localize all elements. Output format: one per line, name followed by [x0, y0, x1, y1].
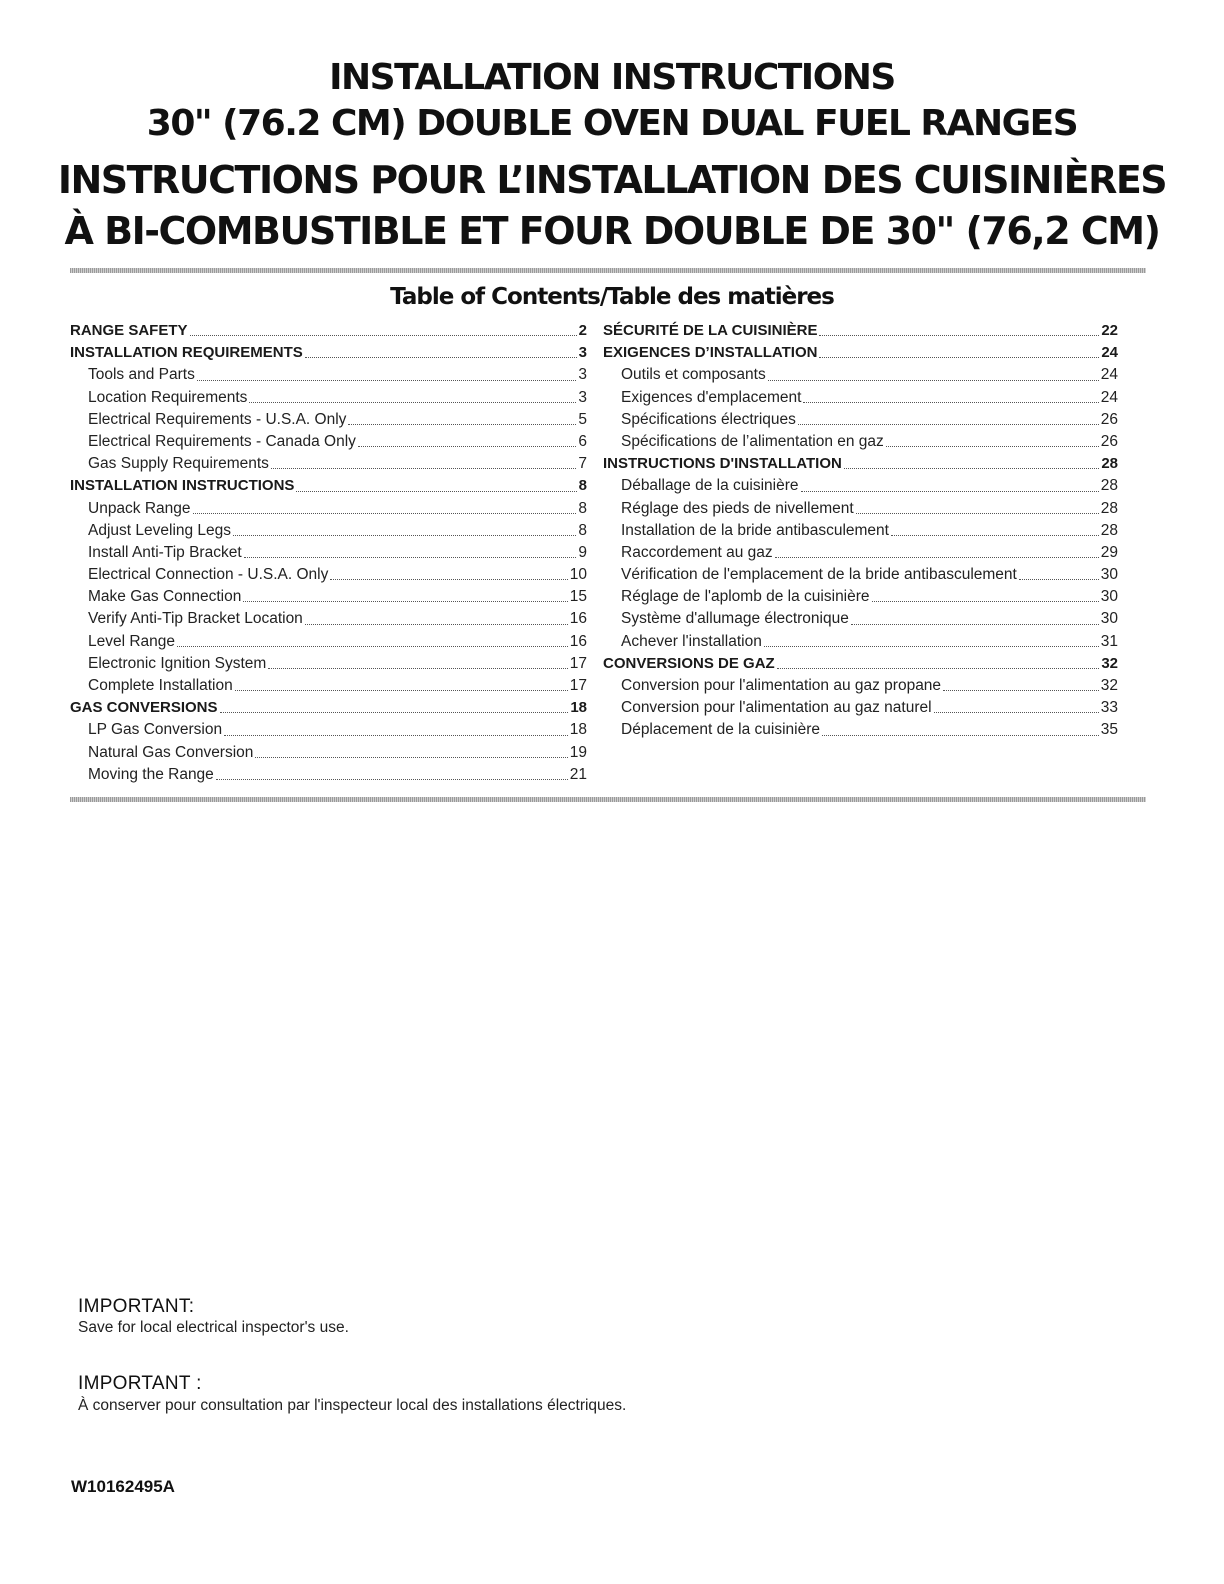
toc-subentry	[603, 719, 1118, 741]
toc-subentry	[70, 719, 587, 741]
toc-entry-page: 16	[569, 610, 587, 628]
toc-entry-page: 24	[1101, 344, 1118, 362]
toc-entry-page: 7	[578, 455, 587, 473]
toc-entry-label: Natural Gas Conversion	[88, 743, 254, 761]
toc-entry-label: Tools and Parts	[88, 366, 195, 384]
toc-entry-page: 33	[1100, 699, 1118, 717]
toc-entry-label: Electronic Ignition System	[88, 654, 267, 672]
toc-subentry	[603, 409, 1118, 431]
toc-leader-dots	[268, 668, 567, 669]
toc-entry-page: 10	[569, 566, 587, 584]
toc-subentry	[603, 542, 1118, 564]
toc-entry-page: 8	[578, 499, 587, 517]
toc-leader-dots	[305, 357, 577, 358]
toc-leader-dots	[856, 513, 1099, 514]
toc-subentry	[70, 631, 587, 653]
toc-subentry	[70, 586, 587, 608]
toc-entry-label: Adjust Leveling Legs	[88, 521, 232, 539]
toc-leader-dots	[801, 491, 1099, 492]
toc-subentry	[603, 498, 1118, 520]
toc-leader-dots	[305, 624, 568, 625]
toc-section-entry	[603, 453, 1118, 475]
toc-leader-dots	[216, 779, 568, 780]
toc-leader-dots	[851, 624, 1099, 625]
toc-entry-page: 3	[578, 344, 587, 362]
toc-entry-page: 17	[569, 677, 587, 694]
toc-subentry	[70, 564, 587, 586]
toc-entry-page: 18	[569, 721, 587, 739]
toc-entry-label: Conversion pour l'alimentation au gaz propane	[621, 677, 942, 694]
toc-subentry	[70, 608, 587, 630]
important-text-en: Save for local electrical inspector's use.	[78, 1319, 349, 1336]
toc-subentry	[70, 542, 587, 564]
toc-entry-label: Make Gas Connection	[88, 588, 242, 606]
toc-entry-label: Spécifications de l’alimentation en gaz	[621, 432, 884, 450]
toc-entry-page: 26	[1100, 410, 1118, 428]
toc-entry-page: 28	[1101, 455, 1118, 473]
toc-entry-page: 6	[578, 432, 587, 450]
toc-leader-dots	[197, 380, 577, 381]
toc-entry-label: INSTALLATION INSTRUCTIONS	[70, 477, 295, 495]
important-heading-fr: IMPORTANT :	[78, 1373, 202, 1394]
toc-entry-page: 32	[1101, 654, 1118, 672]
toc-subentry	[603, 475, 1118, 497]
toc-section-entry	[70, 697, 587, 719]
toc-leader-dots	[330, 579, 567, 580]
toc-subentry	[70, 364, 587, 386]
toc-entry-label: Gas Supply Requirements	[88, 455, 269, 473]
title-line-2: 30" (76.2 CM) DOUBLE OVEN DUAL FUEL RANGES	[146, 103, 1078, 144]
toc-subentry	[603, 431, 1118, 453]
toc-leader-dots	[1019, 579, 1099, 580]
toc-entry-page: 28	[1100, 521, 1118, 539]
toc-entry-page: 5	[578, 410, 587, 428]
toc-leader-dots	[177, 646, 568, 647]
toc-subentry	[603, 697, 1118, 719]
toc-entry-label: Conversion pour l'alimentation au gaz naturel	[621, 699, 932, 717]
toc-entry-page: 30	[1100, 610, 1118, 628]
toc-leader-dots	[220, 712, 569, 713]
toc-entry-label: RANGE SAFETY	[70, 322, 188, 339]
toc-leader-dots	[777, 668, 1100, 669]
toc-subentry	[70, 431, 587, 453]
toc-entry-label: Complete Installation	[88, 677, 233, 694]
toc-subentry	[70, 453, 587, 475]
toc-entry-page: 35	[1100, 721, 1118, 739]
toc-entry-label: Outils et composants	[621, 366, 766, 384]
toc-entry-label: EXIGENCES D’INSTALLATION	[603, 344, 818, 362]
toc-column-english	[70, 320, 587, 786]
toc-column-french	[603, 320, 1118, 742]
toc-entry-page: 15	[569, 588, 587, 606]
toc-leader-dots	[768, 380, 1099, 381]
toc-leader-dots	[886, 446, 1099, 447]
toc-section-entry	[70, 320, 587, 342]
toc-section-entry	[603, 320, 1118, 342]
important-heading-en: IMPORTANT:	[78, 1296, 195, 1317]
toc-entry-label: GAS CONVERSIONS	[70, 699, 218, 717]
title-line-3: INSTRUCTIONS POUR L’INSTALLATION DES CUISINIÈRES	[57, 158, 1167, 202]
toc-leader-dots	[235, 690, 568, 691]
toc-subentry	[70, 409, 587, 431]
toc-subentry	[70, 675, 587, 697]
toc-leader-dots	[943, 690, 1099, 691]
toc-title: Table of Contents/Table des matières	[390, 284, 834, 310]
document-code: W10162495A	[71, 1477, 175, 1496]
toc-subentry	[603, 564, 1118, 586]
toc-entry-label: Déplacement de la cuisinière	[621, 721, 821, 739]
toc-leader-dots	[358, 446, 576, 447]
toc-leader-dots	[819, 335, 1099, 336]
toc-entry-page: 19	[569, 743, 587, 761]
toc-entry-page: 22	[1101, 322, 1118, 339]
toc-entry-label: Electrical Requirements - U.S.A. Only	[88, 410, 347, 428]
toc-entry-page: 28	[1100, 499, 1118, 517]
toc-section-entry	[70, 475, 587, 497]
toc-subentry	[603, 608, 1118, 630]
toc-subentry	[603, 520, 1118, 542]
toc-entry-label: Vérification de l'emplacement de la bride antibasculement	[621, 566, 1017, 584]
toc-subentry	[603, 364, 1118, 386]
toc-entry-label: Level Range	[88, 632, 176, 650]
toc-entry-page: 24	[1100, 366, 1118, 384]
toc-section-entry	[603, 342, 1118, 364]
toc-leader-dots	[803, 402, 1098, 403]
toc-entry-label: Achever l'installation	[621, 632, 762, 650]
toc-entry-page: 18	[570, 699, 587, 717]
toc-entry-page: 31	[1100, 632, 1118, 650]
toc-entry-label: Système d'allumage électronique	[621, 610, 849, 628]
toc-entry-label: Moving the Range	[88, 765, 214, 783]
toc-entry-label: SÉCURITÉ DE LA CUISINIÈRE	[603, 322, 818, 339]
toc-entry-label: Réglage des pieds de nivellement	[621, 499, 854, 517]
toc-entry-label: Installation de la bride antibasculement	[621, 521, 889, 539]
toc-leader-dots	[271, 468, 576, 469]
toc-entry-label: Location Requirements	[88, 388, 248, 406]
toc-leader-dots	[934, 712, 1099, 713]
toc-entry-label: Déballage de la cuisinière	[621, 477, 799, 495]
toc-entry-label: Verify Anti-Tip Bracket Location	[88, 610, 303, 628]
toc-leader-dots	[255, 757, 567, 758]
divider-bottom	[70, 797, 1146, 802]
toc-entry-page: 29	[1100, 543, 1118, 561]
toc-leader-dots	[193, 513, 577, 514]
toc-entry-label: Electrical Requirements - Canada Only	[88, 432, 356, 450]
toc-entry-label: Exigences d'emplacement	[621, 388, 802, 406]
toc-entry-page: 26	[1100, 432, 1118, 450]
toc-entry-label: CONVERSIONS DE GAZ	[603, 654, 775, 672]
divider-top	[70, 268, 1146, 273]
toc-entry-page: 9	[578, 543, 587, 561]
toc-entry-label: Spécifications électriques	[621, 410, 796, 428]
toc-entry-label: INSTRUCTIONS D'INSTALLATION	[603, 455, 842, 473]
toc-section-entry	[70, 342, 587, 364]
toc-entry-page: 30	[1100, 566, 1118, 584]
toc-subentry	[70, 653, 587, 675]
toc-entry-page: 30	[1100, 588, 1118, 606]
title-line-1: INSTALLATION INSTRUCTIONS	[329, 57, 895, 98]
toc-entry-label: LP Gas Conversion	[88, 721, 223, 739]
toc-leader-dots	[891, 535, 1099, 536]
toc-leader-dots	[764, 646, 1099, 647]
toc-entry-page: 21	[569, 765, 587, 783]
toc-entry-page: 24	[1100, 388, 1118, 406]
toc-subentry	[70, 742, 587, 764]
toc-leader-dots	[775, 557, 1099, 558]
toc-leader-dots	[244, 557, 577, 558]
toc-leader-dots	[224, 735, 568, 736]
toc-leader-dots	[819, 357, 1099, 358]
toc-entry-label: Réglage de l'aplomb de la cuisinière	[621, 588, 870, 606]
toc-subentry	[70, 764, 587, 786]
toc-leader-dots	[249, 402, 576, 403]
important-text-fr: À conserver pour consultation par l'inspecteur local des installations électriques.	[78, 1397, 627, 1414]
toc-leader-dots	[798, 424, 1099, 425]
toc-leader-dots	[190, 335, 577, 336]
toc-entry-page: 32	[1100, 677, 1118, 694]
toc-subentry	[70, 498, 587, 520]
toc-entry-label: Electrical Connection - U.S.A. Only	[88, 566, 329, 584]
toc-section-entry	[603, 653, 1118, 675]
toc-entry-label: Raccordement au gaz	[621, 543, 773, 561]
title-line-4: À BI-COMBUSTIBLE ET FOUR DOUBLE DE 30" (76,2 CM)	[64, 209, 1160, 253]
toc-subentry	[70, 520, 587, 542]
toc-leader-dots	[348, 424, 576, 425]
toc-entry-page: 3	[578, 366, 587, 384]
toc-entry-label: INSTALLATION REQUIREMENTS	[70, 344, 303, 362]
toc-subentry	[603, 631, 1118, 653]
toc-entry-label: Install Anti-Tip Bracket	[88, 543, 242, 561]
toc-subentry	[70, 387, 587, 409]
toc-leader-dots	[233, 535, 576, 536]
toc-entry-label: Unpack Range	[88, 499, 191, 517]
toc-leader-dots	[844, 468, 1099, 469]
toc-subentry	[603, 675, 1118, 697]
toc-entry-page: 28	[1100, 477, 1118, 495]
toc-leader-dots	[243, 601, 567, 602]
toc-subentry	[603, 387, 1118, 409]
toc-entry-page: 8	[578, 521, 587, 539]
toc-entry-page: 17	[569, 654, 587, 672]
document-title	[0, 56, 1224, 256]
toc-entry-page: 3	[578, 388, 587, 406]
toc-leader-dots	[822, 735, 1099, 736]
toc-entry-page: 16	[569, 632, 587, 650]
toc-entry-page: 2	[578, 322, 587, 339]
toc-leader-dots	[296, 491, 576, 492]
toc-subentry	[603, 586, 1118, 608]
toc-entry-page: 8	[578, 477, 587, 495]
toc-leader-dots	[872, 601, 1099, 602]
